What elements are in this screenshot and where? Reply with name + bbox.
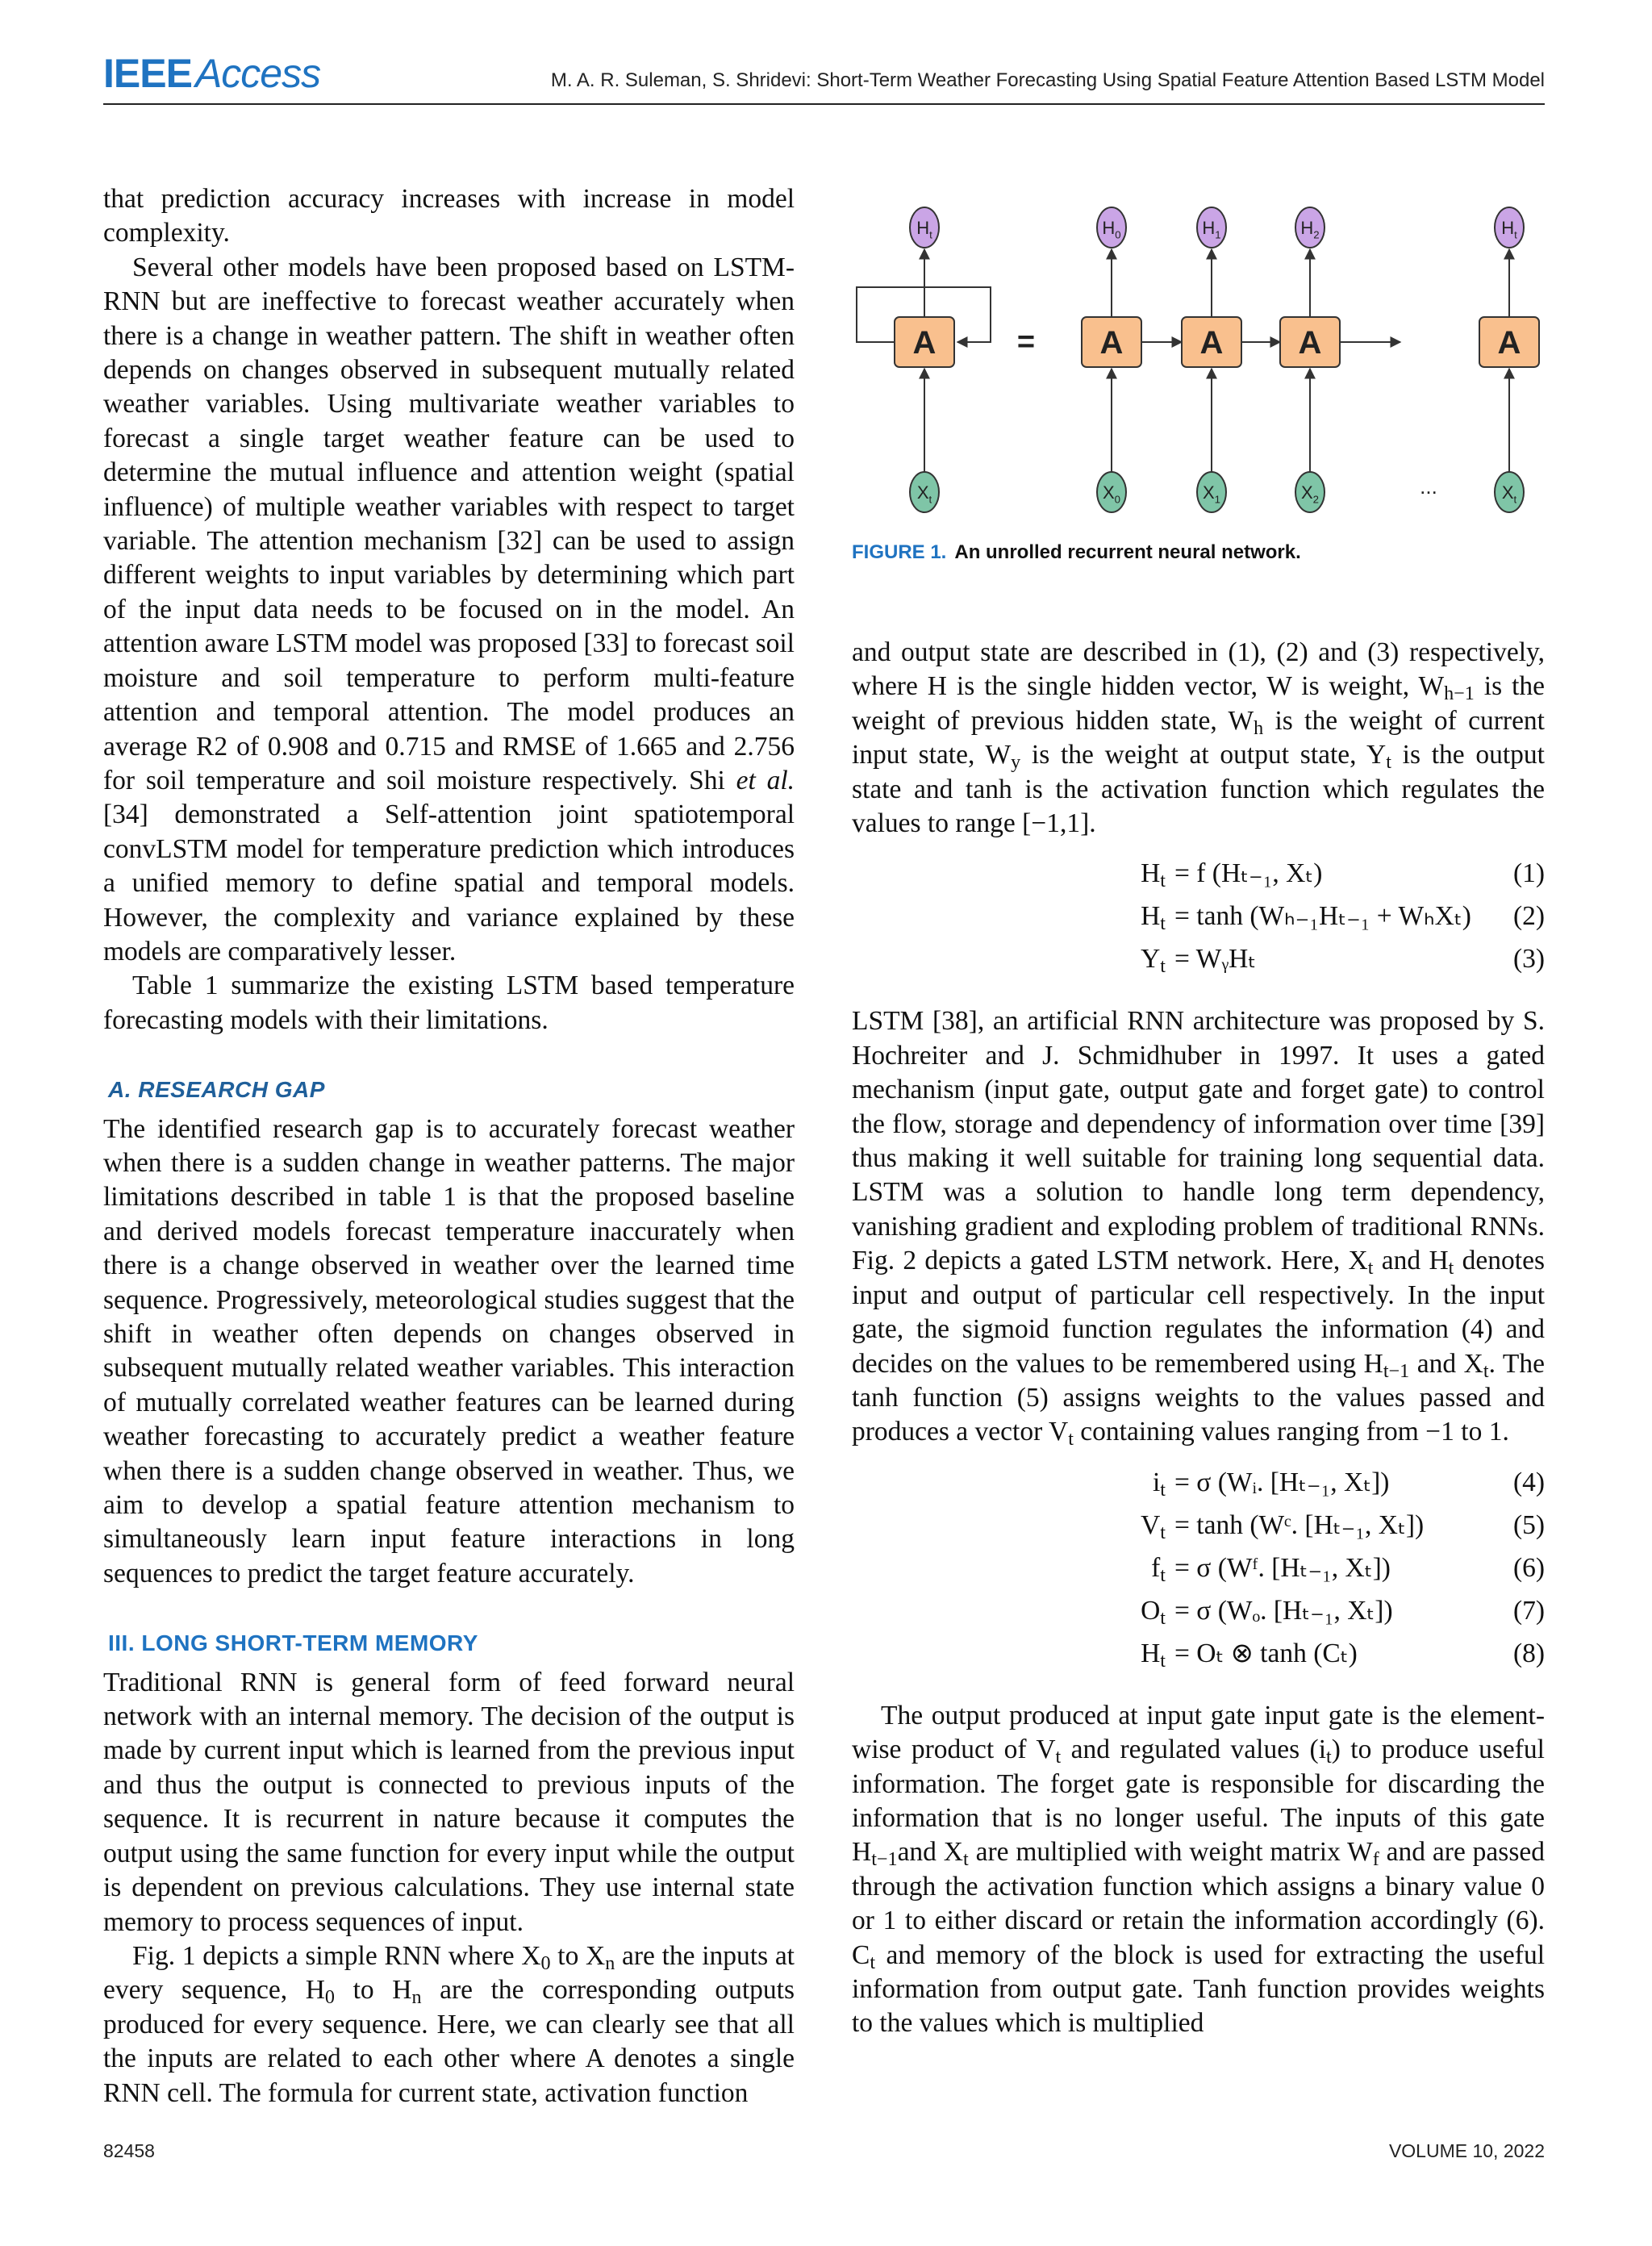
equations-1-3 [852,857,1545,985]
text-run: and X [1409,1348,1483,1379]
equation-rhs: = Oₜ ⊗ tanh (Cₜ) [1174,1638,1358,1668]
equation-number: (5) [1512,1509,1545,1540]
logo-ieee-text: IEEE [103,51,192,96]
section-heading: III. LONG SHORT-TERM MEMORY [108,1630,478,1656]
figure-caption-label: FIGURE 1. [852,541,947,563]
subsection-heading: A. RESEARCH GAP [108,1077,325,1103]
input-label: $X_2$ [1300,482,1320,506]
equation-rhs: = tanh (Wᶜ. [Hₜ₋₁, Xₜ]) [1174,1509,1425,1540]
cell-label: A [1497,325,1521,361]
equation-rhs: = f (Hₜ₋₁, Xₜ) [1174,858,1323,889]
subscript: t [1448,1258,1454,1280]
figure-1-rnn-diagram [852,184,1546,531]
equation-number: (6) [1512,1552,1545,1583]
text-run: are the inputs at every sequence, H [103,1940,795,2006]
equation-lhs: $H_t$ [1141,858,1166,892]
equation [852,857,1545,900]
equation-rhs: = σ (Wᵢ. [Hₜ₋₁, Xₜ]) [1174,1467,1390,1497]
equation [852,1637,1545,1680]
subscript: t [1326,1747,1332,1768]
output-label: $H_t$ [1501,218,1517,241]
equation-lhs: $f_t$ [1151,1552,1166,1586]
equals-sign: = [1016,325,1036,359]
text-run: . The tanh function (5) assigns weights to the values passed and produces a vector V [852,1348,1545,1447]
text-run: is the weight of current input state, W [852,705,1545,770]
ieee-access-logo [103,50,320,97]
header-rule [103,103,1545,105]
logo-access-text: Access [194,51,321,96]
text-run: and H [1373,1246,1449,1276]
subscript: t [1160,1607,1166,1629]
equation-rhs: = σ (Wᶠ. [Hₜ₋₁, Xₜ]) [1174,1552,1391,1583]
subscript: h [1254,717,1264,739]
text-run: and regulated values (i [1061,1735,1327,1765]
subscript: h−1 [1444,683,1475,705]
subscript: t [1055,1747,1062,1768]
cell-label: A [912,325,937,361]
subscript: t [870,1952,876,1973]
output-label: $H_1$ [1202,218,1221,241]
subscript: t [1160,1650,1166,1672]
input-label: $X_t$ [1501,482,1517,506]
equation-number: (3) [1512,944,1545,975]
equation [852,1551,1545,1594]
equation-lhs: $H_t$ [1141,1638,1166,1672]
subscript: t [1483,1360,1489,1382]
text-run: The output produced at input gate input gate is the element-wise product of V [852,1700,1545,1765]
text-run: denotes input and output of particular cell respectively. In the input gate, the sigmoid function regulates the information (4) and decides on the values to be remembered using H [852,1246,1546,1379]
equation [852,1509,1545,1551]
cell-label: A [1298,325,1322,361]
text-run: to X [550,1940,606,1971]
subscript: n [411,1987,422,2009]
figure-caption-text: An unrolled recurrent neural network. [954,541,1301,563]
subscript: t [1386,752,1391,774]
subscript: 0 [540,1952,551,1974]
equation-lhs: $Y_t$ [1141,944,1166,978]
text-run: is the weight of previous hidden state, W [852,671,1545,736]
equation [852,1594,1545,1637]
page-number: 82458 [103,2140,155,2161]
text-run: Several other models have been proposed based on LSTM-RNN but are ineffective to forecast weather accurately when there is a change in weather pattern. The shift in weather often depends on changes observed in subsequent mutually related weather variables. Using multivariate weather variables to forecast a single target weather feature can be used to determine the mutual influence and attention weight (spatial influence) of multiple weather variables with respect to target variable. The attention mechanism [32] can be used to assign different weights to input variables by determining which part of the input data needs to be focused on in the model. An attention aware LSTM model was proposed [33] to forecast soil moisture and soil temperature to perform multi-feature attention and temporal attention. The model produces an average R2 of 0.908 and 0.715 and RMSE of 1.665 and 2.756 for soil temperature and soil moisture respectively. [103,252,795,795]
paragraph: Traditional RNN is general form of feed forward neural network with an internal memory. The decision of the output is made by current input which is learned from the previous input and thus the output is connected to previous inputs of the sequence. It is recurrent in nature because it computes the output using the same function for every input while the output is dependent on previous calculations. They use internal state memory to process sequences of input. [103,1667,795,1937]
subscript: t [1160,1564,1166,1586]
paragraph: Table 1 summarize the existing LSTM based temperature forecasting models with their limitations. [103,971,795,1035]
cell-label: A [1199,325,1224,361]
text-run: Shi [689,765,736,795]
equation-lhs: $H_t$ [1141,901,1166,935]
equation [852,1466,1545,1509]
equations-4-8 [852,1466,1545,1680]
paragraph [852,1699,1545,2041]
equation-number: (2) [1512,901,1545,932]
output-label: $H_t$ [916,218,932,241]
paragraph [103,251,795,970]
text-run: [34] demonstrated a Self-attention joint spatiotemporal convLSTM model for temperature prediction which introduces a unified memory to define spatial and temporal models. However, the complexity and variance explained by these models are comparatively lesser. [103,799,795,966]
equation-number: (7) [1512,1595,1545,1626]
subscript: n [605,1952,615,1974]
text-run: and X [897,1837,963,1868]
text-run: containing values ranging from −1 to 1. [1073,1417,1509,1447]
left-column [103,182,795,2110]
cell-label: A [1099,325,1124,361]
text-run: are multiplied with weight matrix W [968,1837,1373,1868]
subscript: t [1160,870,1166,892]
text-run: are the corresponding outputs produced for every sequence. Here, we can clearly see that all the inputs are related to each other where A denotes a single RNN cell. The formula for current state, activation function [103,1975,795,2108]
subscript: t [1160,1479,1166,1501]
equation-lhs: $V_t$ [1141,1509,1166,1543]
text-run: to H [334,1975,412,2006]
equation-rhs: = WᵧHₜ [1174,944,1257,975]
subscript: f [1372,1849,1379,1871]
text-run: and memory of the block is used for extracting the useful information from output gate. Tanh function provides weights to the values which is multiplied [852,1939,1545,2039]
running-head: M. A. R. Suleman, S. Shridevi: Short-Term Weather Forecasting Using Spatial Feature Attention Based LSTM Model [550,69,1545,91]
equation-number: (1) [1512,858,1545,889]
paragraph [103,1939,795,2110]
volume-label: VOLUME 10, 2022 [1388,2140,1545,2161]
paragraph [852,1004,1545,1449]
figure-nodes [895,207,1539,512]
subscript: y [1011,752,1021,774]
equation-number: (4) [1512,1467,1545,1497]
subscript: t−1 [1383,1360,1410,1382]
text-run: is the weight at output state, Y [1020,740,1387,770]
text-run: Fig. 1 depicts a simple RNN where X [132,1940,541,1971]
paragraph [852,636,1545,841]
input-label: $X_t$ [916,482,932,506]
subscript: t [1160,913,1166,935]
output-label: $H_2$ [1300,218,1320,241]
equation-lhs: $i_t$ [1152,1467,1166,1501]
subscript: t [1367,1258,1374,1280]
subscript: t [1068,1429,1074,1451]
text-run: LSTM [38], an artificial RNN architecture was proposed by S. Hochreiter and J. Schmidhuber in 1997. It uses a gated mechanism (input gate, output gate and forget gate) to control the flow, storage and dependency of information over time [39] thus making it well suitable for training long sequential data. LSTM was a solution to handle long term dependency, vanishing gradient and exploding problem of traditional RNNs. Fig. 2 depicts a gated LSTM network. Here, X [852,1006,1545,1276]
subscript: t−1 [871,1849,898,1871]
paragraph: that prediction accuracy increases with increase in model complexity. [103,184,795,248]
subscript: t [1160,956,1166,978]
output-label: $H_0$ [1102,218,1121,241]
figure-caption [852,541,1301,564]
equation [852,942,1545,985]
input-label: $X_0$ [1102,482,1121,506]
text-run: ) to produce useful information. The forget gate is responsible for discarding the information that is no longer useful. The inputs of this gate H [852,1735,1545,1868]
ellipsis: ... [1420,474,1437,499]
equation-rhs: = tanh (Wₕ₋₁Hₜ₋₁ + WₕXₜ) [1174,901,1471,932]
equation [852,900,1545,942]
text-run: and output state are described in (1), (2) and (3) respectively, where H is the single hidden vector, W is weight, W [852,637,1545,702]
text-run: is the output state and tanh is the activation function which regulates the values to range [−1,1]. [852,740,1545,839]
equation-number: (8) [1512,1638,1545,1668]
equation-lhs: $O_t$ [1141,1595,1166,1629]
subscript: t [963,1849,969,1871]
subscript: t [1160,1522,1166,1543]
text-run: and are passed through the activation function which assigns a binary value 0 or 1 to either discard or retain the information accordingly (6). C [852,1837,1545,1970]
text-run-italic: et al. [736,765,795,795]
subscript: 0 [324,1987,335,2009]
input-label: $X_1$ [1202,482,1221,506]
paragraph: The identified research gap is to accurately forecast weather when there is a sudden change in weather patterns. The major limitations described in table 1 is that the proposed baseline and derived models forecast temperature inaccurately when there is a change observed in weather over the learned time sequence. Progressively, meteorological studies suggest that the shift in weather often depends on changes observed in subsequent mutually related weather variables. This interaction of mutually correlated weather features can be learned during weather forecasting to accurately predict a weather feature when there is a sudden change observed in weather. Thus, we aim to develop a spatial feature attention mechanism to simultaneously learn input feature interactions in long sequences to predict the target feature accurately. [103,1113,795,1588]
right-column [852,636,1545,2041]
equation-rhs: = σ (Wₒ. [Hₜ₋₁, Xₜ]) [1174,1595,1393,1626]
